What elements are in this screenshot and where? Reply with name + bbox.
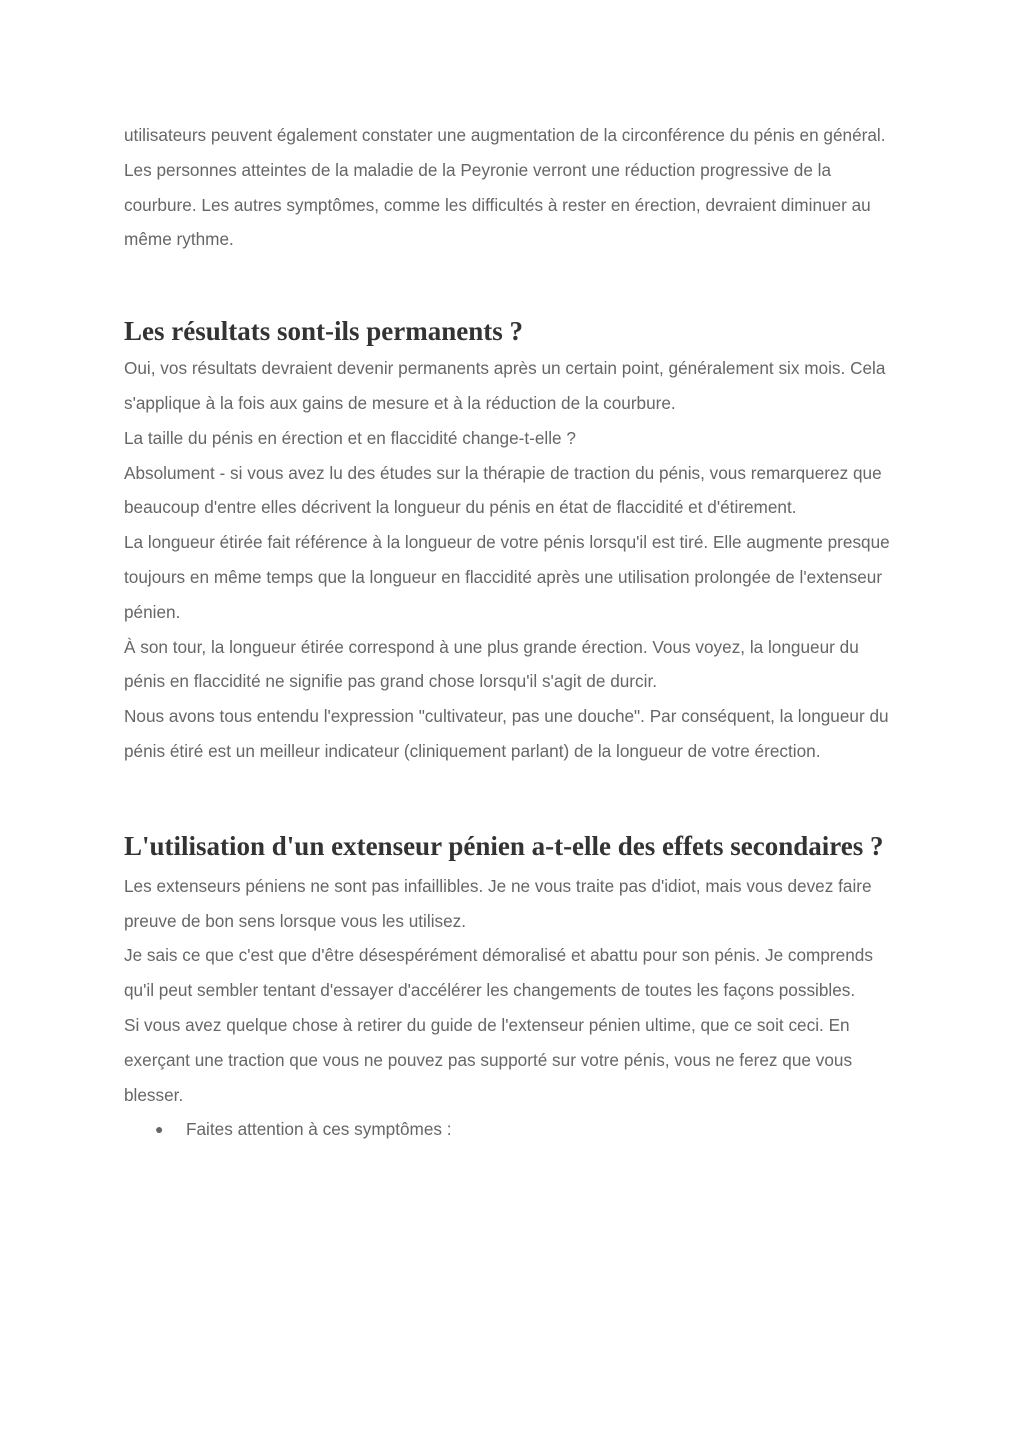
paragraph: Si vous avez quelque chose à retirer du guide de l'extenseur pénien ultime, que ce soit ceci. En exerçant une traction que vous ne pouvez pas supporté sur votre pénis, vous ne ferez que vous blesser. [124, 1014, 853, 1105]
paragraph: La taille du pénis en érection et en flaccidité change-t-elle ? [124, 427, 576, 448]
paragraph: Les extenseurs péniens ne sont pas infaillibles. Je ne vous traite pas d'idiot, mais vous devez faire preuve de bon sens lorsque vous les utilisez. [124, 875, 872, 931]
section-heading-side-effects: L'utilisation d'un extenseur pénien a-t-elle des effets secondaires ? [124, 830, 884, 861]
paragraph: La longueur étirée fait référence à la longueur de votre pénis lorsqu'il est tiré. Elle augmente presque toujours en même temps que la longueur en flaccidité après une utilisation prolongée de l'extenseur pénien. [124, 532, 890, 622]
document-page [124, 118, 904, 1147]
paragraph: utilisateurs peuvent également constater une augmentation de la circonférence du pénis en général. [124, 125, 886, 145]
paragraph: Nous avons tous entendu l'expression "cultivateur, pas une douche". Par conséquent, la longueur du pénis étiré est un meilleur indicateur (cliniquement parlant) de la longueur de votre érection. [124, 706, 889, 761]
paragraph: Les personnes atteintes de la maladie de la Peyronie verront une réduction progressive de la courbure. Les autres symptômes, comme les difficultés à rester en érection, devraient diminuer au même rythme. [124, 159, 871, 250]
list-item [124, 1112, 904, 1147]
list-item-text: Faites attention à ces symptômes : [186, 1119, 452, 1140]
paragraph: À son tour, la longueur étirée correspond à une plus grande érection. Vous voyez, la longueur du pénis en flaccidité ne signifie pas grand chose lorsqu'il s'agit de durcir. [124, 636, 859, 692]
section-heading-permanent: Les résultats sont-ils permanents ? [124, 316, 523, 347]
bullet-icon: ● [155, 1121, 164, 1138]
paragraph: Oui, vos résultats devraient devenir permanents après un certain point, généralement six mois. Cela s'applique à la fois aux gains de mesure et à la réduction de la courbure. [124, 358, 886, 413]
paragraph: Absolument - si vous avez lu des études sur la thérapie de traction du pénis, vous remarquerez que beaucoup d'entre elles décrivent la longueur du pénis en état de flaccidité et d'étirement. [124, 462, 882, 518]
bullet-list [124, 1112, 904, 1147]
paragraph: Je sais ce que c'est que d'être désespérément démoralisé et abattu pour son pénis. Je comprends qu'il peut sembler tentant d'essayer d'accélérer les changements de toutes les façons possibles. [124, 945, 873, 1001]
